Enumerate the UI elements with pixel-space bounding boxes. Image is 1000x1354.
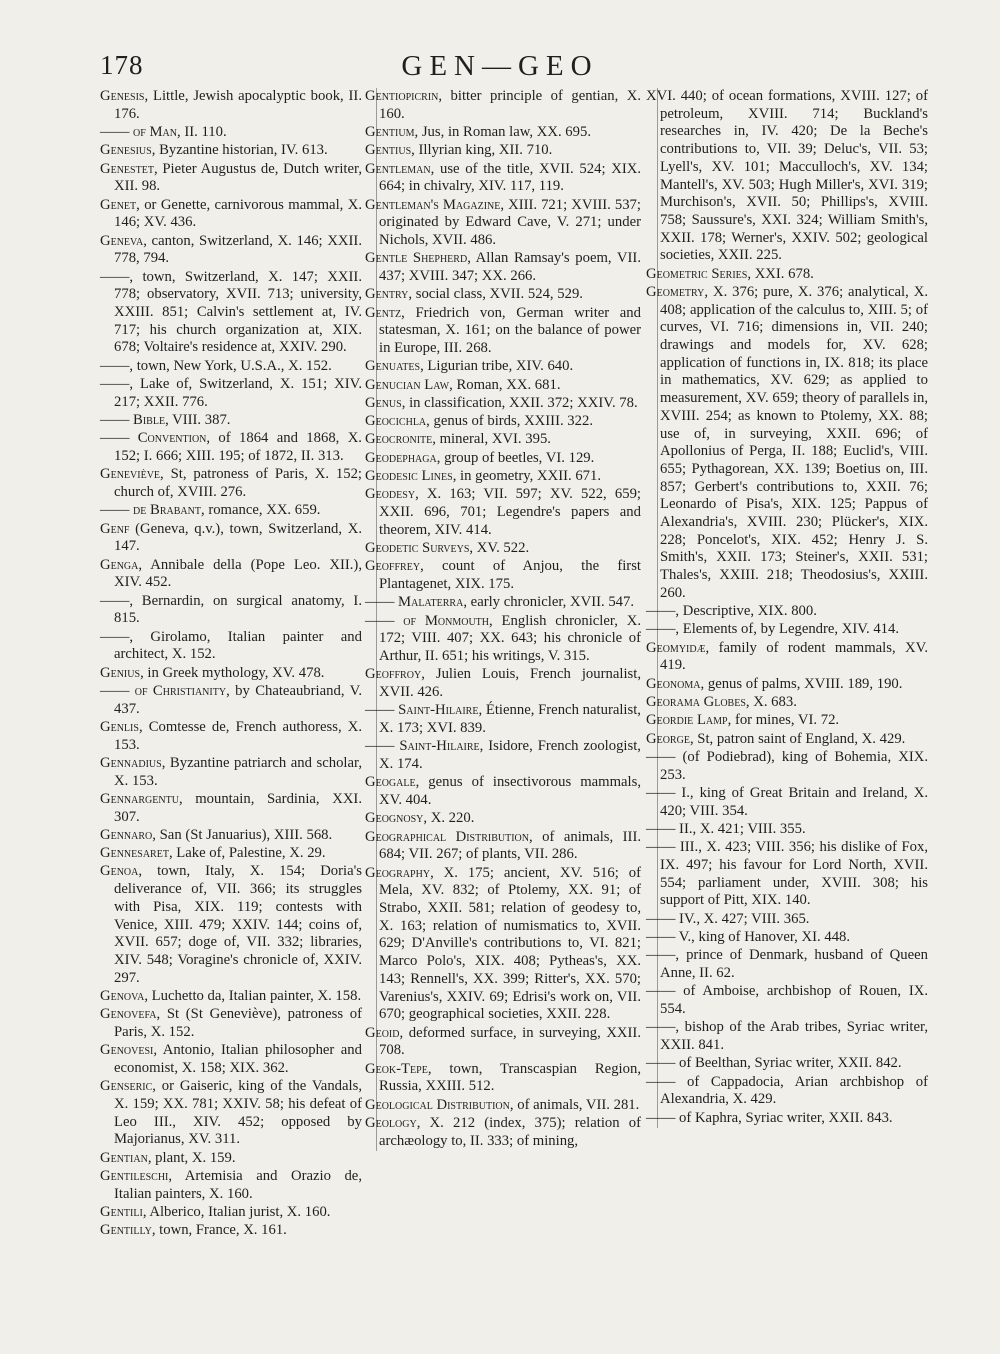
index-entry <box>646 675 928 694</box>
index-entry <box>100 593 362 628</box>
entry-headword: Geocronite <box>365 431 433 448</box>
entry-text: , family of rodent mammals, XV. 419. <box>660 639 928 674</box>
index-entry <box>646 820 928 839</box>
index-entry <box>365 449 641 468</box>
entry-headword: Geodesic Lines <box>365 468 453 485</box>
index-entry <box>100 502 362 520</box>
index-entry <box>100 412 362 430</box>
entry-text: , Byzantine historian, IV. 613. <box>151 142 328 159</box>
entry-text: , Alberico, Italian jurist, X. 160. <box>142 1204 331 1220</box>
entry-text: , XXI. 678. <box>747 265 814 282</box>
index-entry <box>365 250 641 285</box>
entry-text: , X. 376; pure, X. 376; analytical, X. 408; application of the calculus to, XIII. 5; of curves, VI. 716; dimensions in, VII. 240; drawings and models for, XV. 628; application of functions in, IX. 818; its place in mathematics, XV. 629; as applied to measurement, XV. 659; theory of parallels in, XVIII. 254; as known to Ptolemy, XX. 88; use of, in surveying, XXII. 696; of Apollonius of Perga, II. 188; Euclid's, VIII. 655; Pythagorean, XX. 139; Boetius on, III. 857; Gerbert's contributions to, XXII. 76; Leonardo of Pisa's, XIX. 125; Pappus of Alexandria's, XVIII. 230; Plücker's, XIX. 228; Poncelot's, XIX. 452; Henry J. S. Smith's, XXII. 173; Steiner's, XXII. 531; Thales's, XXIII. 218; Theodosius's, XXIII. 260. <box>660 283 928 601</box>
entry-text: ——, Bernardin, on surgical anatomy, I. 815. <box>100 592 362 627</box>
index-entry <box>646 694 928 712</box>
entry-headword: Geneviève <box>100 466 161 483</box>
entry-headword: —— Bible <box>100 412 166 428</box>
entry-headword: Genius <box>100 664 141 681</box>
entry-text: , of animals, VII. 281. <box>509 1096 640 1113</box>
index-entry <box>100 1006 362 1041</box>
entry-headword: Genlis <box>100 718 139 735</box>
entry-headword: Geogale <box>365 774 416 791</box>
entry-headword: Gennesaret <box>100 845 169 862</box>
entry-text: —— of Cappadocia, Arian archbishop of Alexandria, X. 429. <box>646 1073 928 1108</box>
entry-text: , St, patroness of Paris, X. 152; church of, XVIII. 276. <box>114 466 362 500</box>
index-entry <box>100 683 362 718</box>
index-entry <box>100 1168 362 1203</box>
index-entry <box>365 468 641 486</box>
index-entry <box>365 1096 641 1115</box>
entry-text: , Little, Jewish apocalyptic book, II. 176. <box>114 88 362 122</box>
entry-text: , in geometry, XXII. 671. <box>452 468 602 485</box>
entry-headword: Genovesi <box>100 1042 154 1059</box>
entry-text: , X. 163; VII. 597; XV. 522, 659; XXII. 696, 701; Legendre's papers and theorem, XIV. 414. <box>379 486 641 538</box>
index-entry <box>100 1222 362 1240</box>
entry-text: , social class, XVII. 524, 529. <box>408 286 583 303</box>
entry-headword: Genesis <box>100 88 145 104</box>
entry-headword: Gennadius <box>100 754 162 771</box>
entry-text: , use of the title, XVII. 524; XIX. 664; in chivalry, XIV. 117, 119. <box>379 160 641 195</box>
index-entry <box>365 702 641 737</box>
entry-text: , X. 175; ancient, XV. 516; of Mela, XV. 832; of Ptolemy, XX. 91; of Strabo, XXII. 581; relation of geodesy to, X. 163; relation of numismatics to, XVII. 629; D'Anville's contributions to, VI. 821; Marco Polo's, XIX. 408; Pytheas's, XX. 143; Rennell's, XX. 399; Ritter's, XX. 570; Varenius's, XXIV. 69; Edrisi's work on, VII. 670; geographical societies, XXII. 228. <box>379 864 641 1023</box>
index-entry <box>100 466 362 501</box>
entry-text: —— II., X. 421; VIII. 355. <box>646 820 806 837</box>
entry-text: , Pieter Augustus de, Dutch writer, XII. 98. <box>114 160 362 195</box>
index-entry <box>365 810 641 828</box>
entry-text: , for mines, VI. 72. <box>727 712 840 729</box>
entry-headword: Geology <box>365 1114 417 1131</box>
index-entry <box>100 233 362 268</box>
entry-headword: Gentium <box>365 124 415 140</box>
entry-text: , XV. 522. <box>469 540 530 557</box>
entry-text: , Ligurian tribe, XIV. 640. <box>420 358 574 375</box>
index-entry <box>365 413 641 431</box>
entry-headword: —— of Christianity <box>100 682 227 699</box>
entry-headword: Geometry <box>646 283 705 300</box>
entry-headword: Geodesy <box>365 486 416 503</box>
index-entry <box>646 265 928 284</box>
entry-headword: Genestet <box>100 160 154 177</box>
entry-text: —— III., X. 423; VIII. 356; his dislike of Fox, IX. 497; his favour for Lord North, XVII. 554; parliament under, XVIII. 308; his support of Pitt, XIX. 140. <box>646 839 928 909</box>
entry-text: , Byzantine patriarch and scholar, X. 153. <box>114 754 362 789</box>
index-entry <box>100 142 362 160</box>
entry-text: , canton, Switzerland, X. 146; XXII. 778, 794. <box>114 232 362 267</box>
entry-text: , Roman, XX. 681. <box>449 376 561 393</box>
entry-headword: Geological Distribution <box>365 1096 510 1113</box>
entry-headword: Gentz <box>365 304 402 321</box>
entry-text: , X. 683. <box>745 694 797 711</box>
entry-headword: Geographical Distribution <box>365 828 530 845</box>
entry-text: —— IV., X. 427; VIII. 365. <box>646 910 810 927</box>
entry-text: , or Gaiseric, king of the Vandals, X. 159; XX. 781; XXIV. 58; his defeat of Leo III., XIV. 452; opposed by Majorianus, XV. 311. <box>114 1078 362 1148</box>
entry-headword: Gentiopicrin <box>365 88 439 104</box>
entry-text: , genus of birds, XXIII. 322. <box>426 413 594 430</box>
index-entry <box>646 1073 928 1109</box>
entry-headword: Genus <box>365 394 402 411</box>
entry-text: , Illyrian king, XII. 710. <box>411 142 553 159</box>
index-entry <box>365 304 641 358</box>
entry-text: ——, bishop of the Arab tribes, Syriac writer, XXII. 841. <box>646 1019 928 1053</box>
entry-text: —— V., king of Hanover, XI. 448. <box>646 928 851 945</box>
running-head: GEN—GEO <box>401 50 599 82</box>
entry-text: , VIII. 387. <box>165 412 231 428</box>
entry-headword: Genoa <box>100 863 139 880</box>
index-entry <box>646 928 928 947</box>
entry-headword: Geodetic Surveys <box>365 540 470 557</box>
entry-text: , town, Italy, X. 154; Doria's deliverance of, VII. 366; its struggles with Pisa, XIX. 119; contests with Venice, XIII. 479; XXIV. 144; coins of, XVII. 657; doge of, VII. 332; libraries, XIV. 548; Voragine's chronicle of, XXIV. 297. <box>114 863 362 986</box>
index-entry <box>365 358 641 376</box>
index-entry <box>100 1078 362 1149</box>
entry-headword: Georama Globes <box>646 694 746 711</box>
entry-text: , Julien Louis, French journalist, XVII. 426. <box>379 666 641 701</box>
entry-text: , genus of insectivorous mammals, XV. 404. <box>379 774 641 809</box>
entry-headword: —— of Man <box>100 124 178 140</box>
entry-text: ——, Elements of, by Legendre, XIV. 414. <box>646 621 900 638</box>
index-entry <box>365 394 641 413</box>
entry-text: , romance, XX. 659. <box>200 502 321 519</box>
index-entry <box>365 558 641 593</box>
entry-text: , Jus, in Roman law, XX. 695. <box>414 124 592 140</box>
entry-text: , town, France, X. 161. <box>151 1222 287 1239</box>
index-column-1 <box>100 88 362 1241</box>
entry-text: , Étienne, French naturalist, X. 173; XVI. 839. <box>379 702 641 737</box>
index-entry <box>365 196 641 250</box>
entry-headword: Geomyidæ <box>646 639 706 656</box>
index-entry <box>365 738 641 773</box>
entry-text: , in classification, XXII. 372; XXIV. 78. <box>401 394 638 411</box>
index-entry <box>365 774 641 809</box>
entry-text: , count of Anjou, the first Plantagenet, XIX. 175. <box>379 558 641 593</box>
index-entry <box>365 286 641 304</box>
entry-headword: Gentry <box>365 286 409 303</box>
entry-headword: Gentle Shepherd <box>365 250 468 267</box>
entry-text: —— (of Podiebrad), king of Bohemia, XIX. 253. <box>646 748 928 783</box>
entry-text: , XIII. 721; XVIII. 537; originated by Edward Cave, V. 271; under Nichols, XVII. 486. <box>379 196 641 248</box>
index-entry <box>646 784 928 820</box>
entry-text: ——, Lake of, Switzerland, X. 151; XIV. 217; XXII. 776. <box>100 376 362 410</box>
index-entry <box>100 88 362 123</box>
index-entry <box>100 557 362 592</box>
index-entry <box>646 88 928 265</box>
index-entry <box>646 983 928 1018</box>
index-entry <box>100 521 362 556</box>
entry-text: , Friedrich von, German writer and statesman, X. 161; on the balance of power in Europe, III. 268. <box>379 304 641 356</box>
index-entry <box>100 863 362 987</box>
entry-text: , of 1864 and 1868, X. 152; I. 666; XIII. 195; of 1872, II. 313. <box>114 430 362 464</box>
index-entry <box>646 1109 928 1128</box>
entry-text: , English chronicler, X. 172; VIII. 407; XX. 643; his chronicle of Arthur, II. 651; his writings, V. 315. <box>379 612 641 665</box>
entry-headword: Gentilly <box>100 1222 152 1239</box>
entry-headword: —— de Brabant <box>100 502 201 519</box>
index-entry <box>365 864 641 1024</box>
index-entry <box>646 730 928 749</box>
index-entry <box>100 791 362 826</box>
entry-text: , group of beetles, VI. 129. <box>436 449 595 466</box>
entry-text: , Allan Ramsay's poem, VII. 437; XVIII. 347; XX. 266. <box>379 250 641 284</box>
entry-text: , X. 220. <box>423 810 475 827</box>
entry-headword: —— of Monmouth <box>365 612 490 629</box>
entry-text: , early chronicler, XVII. 547. <box>463 594 635 611</box>
index-entry <box>365 142 641 160</box>
entry-text: , II. 110. <box>177 124 227 140</box>
entry-text: , St, patron saint of England, X. 429. <box>689 730 906 747</box>
index-entry <box>100 358 362 376</box>
index-entry <box>646 839 928 910</box>
index-entry <box>365 828 642 864</box>
entry-text: , mountain, Sardinia, XXI. 307. <box>114 790 362 825</box>
entry-text: , Comtesse de, French authoress, X. 153. <box>114 718 362 753</box>
index-entry <box>365 88 641 123</box>
index-entry <box>100 719 362 754</box>
entry-text: , by Chateaubriand, V. 437. <box>114 682 363 717</box>
index-entry <box>365 612 641 666</box>
entry-text: , or Genette, carnivorous mammal, X. 146; XV. 436. <box>114 196 362 231</box>
entry-text: , of animals, III. 684; VII. 267; of plants, VII. 286. <box>379 828 642 863</box>
entry-headword: Geoid <box>365 1024 400 1041</box>
entry-headword: Gentili <box>100 1204 143 1220</box>
entry-headword: Geometric Series <box>646 265 748 282</box>
entry-headword: —— Saint-Hilaire <box>365 702 479 719</box>
index-entry <box>365 376 641 395</box>
index-entry <box>365 124 641 142</box>
entry-text: , bitter principle of gentian, X. 160. <box>379 88 641 122</box>
index-entry <box>646 1055 928 1073</box>
entry-headword: Gentleman <box>365 160 431 177</box>
page-number: 178 <box>100 50 144 80</box>
entry-headword: Gentileschi <box>100 1168 169 1184</box>
index-entry <box>100 376 362 411</box>
entry-text: ——, town, Switzerland, X. 147; XXII. 778; observatory, XVII. 713; university, XXIII. 851; Calvin's settlement at, IV. 717; his church organization at, XIX. 678; Voltaire's residence at, XXIV. 290. <box>100 268 362 356</box>
index-entry <box>100 845 362 863</box>
index-entry <box>646 910 928 929</box>
index-entry <box>100 1042 362 1077</box>
index-entry <box>100 827 362 845</box>
entry-text: ——, prince of Denmark, husband of Queen Anne, II. 62. <box>646 947 928 981</box>
index-entry <box>646 1019 928 1054</box>
index-entry <box>646 748 928 784</box>
entry-text: , X. 212 (index, 375); relation of archæology to, II. 333; of mining, <box>379 1114 641 1149</box>
index-entry <box>646 603 928 621</box>
index-entry <box>646 947 928 982</box>
entry-headword: Geordie Lamp <box>646 712 728 729</box>
entry-text: , Lake of, Palestine, X. 29. <box>168 845 326 862</box>
entry-headword: Gentleman's Magazine <box>365 196 501 213</box>
entry-text: , deformed surface, in surveying, XXII. 708. <box>379 1024 641 1059</box>
index-entry <box>646 712 928 730</box>
index-column-3 <box>646 88 928 1128</box>
entry-headword: Genet <box>100 196 137 213</box>
entry-text: ——, Girolamo, Italian painter and architect, X. 152. <box>100 628 362 663</box>
entry-headword: Geok-Tepe <box>365 1060 428 1077</box>
entry-text: , Luchetto da, Italian painter, X. 158. <box>144 988 362 1004</box>
entry-text: , Annibale della (Pope Leo. XII.), XIV. 452. <box>114 556 362 591</box>
entry-text: —— of Beelthan, Syriac writer, XXII. 842. <box>646 1055 902 1072</box>
entry-headword: Genucian Law <box>365 376 450 393</box>
index-entry <box>365 594 641 612</box>
entry-text: , St (St Geneviève), patroness of Paris, X. 152. <box>114 1006 362 1040</box>
index-entry <box>365 540 641 558</box>
entry-headword: Gentius <box>365 142 412 159</box>
entry-headword: Gennargentu <box>100 790 179 807</box>
entry-text: , Artemisia and Orazio de, Italian painters, X. 160. <box>114 1168 362 1202</box>
index-entry <box>365 1114 641 1150</box>
entry-headword: Genovefa <box>100 1006 157 1023</box>
index-entry <box>365 666 641 701</box>
index-entry <box>100 665 362 683</box>
entry-headword: Geoffrey <box>365 558 421 575</box>
index-entry <box>365 1060 641 1096</box>
entry-text: , mineral, XVI. 395. <box>432 431 551 448</box>
entry-headword: Genuates <box>365 358 421 375</box>
entry-text: —— of Kaphra, Syriac writer, XXII. 843. <box>646 1109 893 1126</box>
entry-headword: Geneva <box>100 232 144 249</box>
entry-headword: Gentian <box>100 1149 148 1166</box>
index-entry <box>365 160 641 196</box>
index-entry <box>365 1024 641 1060</box>
entry-text: , Antonio, Italian philosopher and economist, X. 158; XIX. 362. <box>114 1042 362 1076</box>
index-entry <box>646 639 928 675</box>
entry-text: , in Greek mythology, XV. 478. <box>140 664 325 681</box>
entry-headword: —— Convention <box>100 430 207 447</box>
index-entry <box>100 430 362 465</box>
entry-headword: Genova <box>100 988 145 1004</box>
index-entry <box>100 269 362 358</box>
index-entry <box>100 161 362 196</box>
entry-headword: Genf <box>100 520 130 537</box>
index-entry <box>646 283 928 603</box>
index-entry <box>646 621 928 639</box>
entry-headword: Gennaro <box>100 826 153 843</box>
index-entry <box>365 431 641 449</box>
entry-headword: Genseric <box>100 1078 153 1095</box>
entry-headword: Geography <box>365 864 431 881</box>
entry-text: ——, Descriptive, XIX. 800. <box>646 603 817 620</box>
entry-headword: Geoffroy <box>365 666 422 683</box>
entry-text: (Geneva, q.v.), town, Switzerland, X. 147. <box>114 520 362 555</box>
entry-headword: Geognosy <box>365 810 424 827</box>
index-entry <box>100 124 362 142</box>
entry-headword: —— Malaterra <box>365 594 464 611</box>
entry-headword: George <box>646 730 690 747</box>
entry-text: —— of Amboise, archbishop of Rouen, IX. 554. <box>646 983 928 1017</box>
entry-headword: Genesius <box>100 142 152 159</box>
index-entry <box>100 197 362 232</box>
entry-text: —— I., king of Great Britain and Ireland, X. 420; VIII. 354. <box>646 784 928 819</box>
index-column-2 <box>365 88 642 1151</box>
entry-headword: Genga <box>100 556 139 573</box>
index-entry <box>365 486 641 539</box>
index-entry <box>100 1150 362 1168</box>
entry-text: , town, Transcaspian Region, Russia, XXIII. 512. <box>379 1060 641 1095</box>
entry-text: , Isidore, French zoologist, X. 174. <box>379 738 641 773</box>
index-entry <box>100 629 362 664</box>
entry-headword: Geodephaga <box>365 449 437 466</box>
index-entry <box>100 755 362 790</box>
entry-text: , San (St Januarius), XIII. 568. <box>152 826 333 843</box>
index-entry <box>100 988 362 1006</box>
index-entry <box>100 1204 362 1222</box>
entry-headword: Geonoma <box>646 675 701 692</box>
entry-text: , plant, X. 159. <box>147 1149 236 1166</box>
entry-headword: —— Saint-Hilaire <box>365 738 480 755</box>
entry-text: XVI. 440; of ocean formations, XVIII. 127; of petroleum, XVIII. 714; Buckland's researches in, IV. 420; De la Beche's contributions to, VII. 39; Deluc's, VII. 53; Lyell's, XV. 101; Macculloch's, XV. 134; Mantell's, XV. 503; Hugh Miller's, XVI. 319; Murchison's, XVII. 50; Phillips's, XVIII. 758; Saussure's, XXI. 324; William Smith's, XXII. 178; Werner's, XXIV. 502; geological societies, XXII. 225. <box>646 88 928 264</box>
entry-headword: Geocichla <box>365 413 427 430</box>
entry-text: ——, town, New York, U.S.A., X. 152. <box>100 357 332 374</box>
entry-text: , genus of palms, XVIII. 189, 190. <box>700 675 903 692</box>
